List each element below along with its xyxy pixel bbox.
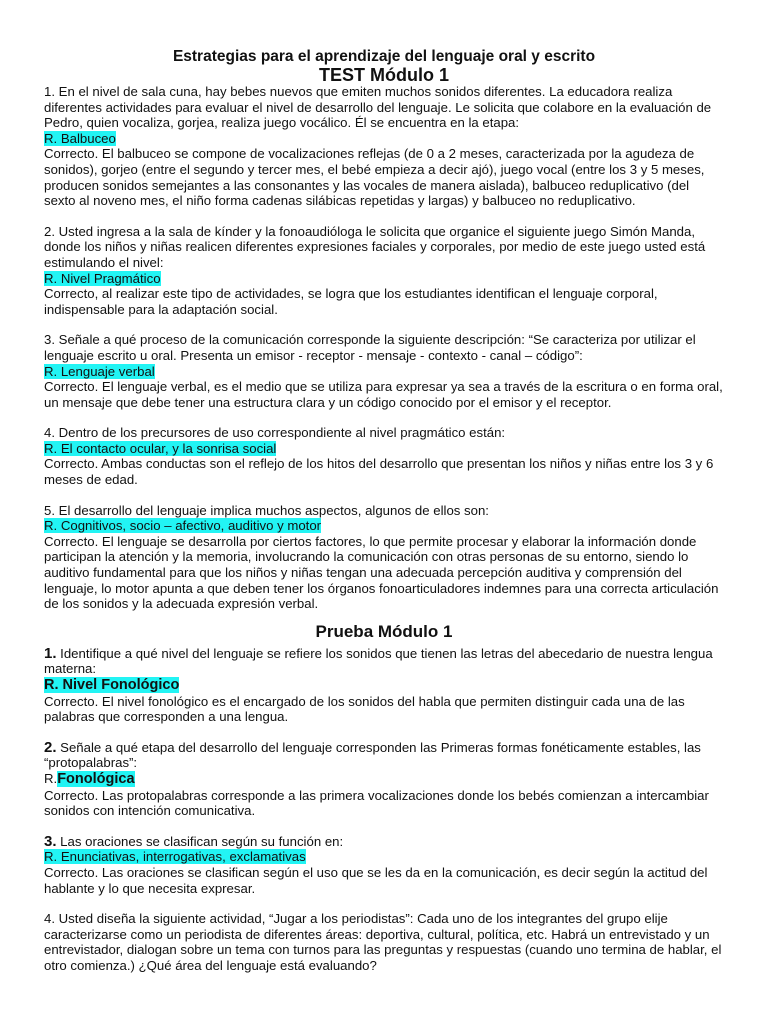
answer-highlight: Fonológica [57,770,135,787]
test-question-2 [44,224,724,318]
test-question-3 [44,332,724,410]
answer-highlight: R. El contacto ocular, y la sonrisa social [44,440,277,456]
question-text: Las oraciones se clasifican según su función en: [56,833,344,849]
question-text: 2. Usted ingresa a la sala de kínder y la fonoaudióloga le solicita que organice el siguiente juego Simón Manda, donde los niños y niñas realicen diferentes expresiones faciales y corporales, por medio de este juego usted está estimulando el nivel: [44,223,706,270]
answer-highlight: R. Lenguaje verbal [44,363,155,379]
answer-highlight: R. Cognitivos, socio – afectivo, auditivo y motor [44,518,322,534]
test-module-title: TEST Módulo 1 [319,65,449,85]
answer-prefix: R. [44,770,58,786]
test-question-5 [44,503,724,612]
question-number: 2. [44,738,57,756]
question-text: 5. El desarrollo del lenguaje implica muchos aspectos, algunos de ellos son: [44,502,489,518]
answer-explanation: Correcto. El lenguaje se desarrolla por ciertos factores, lo que permite procesar y elaborar la información donde participan la atención y la memoria, involucrando la comunicación con otras personas de su entorno, siendo lo auditivo fundamental para que los niños y niñas tengan una adecuada percepción auditiva y comprensión del lenguaje, lo motor apunta a que deben tener los órganos fonoarticuladores indemnes para una correcta articulación de los sonidos y la adecuada expresión verbal. [44,533,719,612]
prueba-question-3 [44,834,724,896]
test-question-4 [44,425,724,487]
answer-explanation: Correcto. Ambas conductas son el reflejo de los hitos del desarrollo que presentan los niños y niñas entre los 3 y 6 meses de edad. [44,456,714,488]
question-number: 1. [44,644,57,662]
question-text: Identifique a qué nivel del lenguaje se refiere los sonidos que tienen las letras del abecedario de nuestra lengua materna: [44,645,713,677]
question-text: Señale a qué etapa del desarrollo del lenguaje corresponden las Primeras formas fonéticamente estables, las “protopalabras”: [44,739,701,771]
answer-highlight: R. Nivel Pragmático [44,270,161,286]
answer-highlight: R. Nivel Fonológico [44,677,180,693]
question-number: 3. [44,832,57,850]
question-text: 4. Dentro de los precursores de uso correspondiente al nivel pragmático están: [44,425,506,441]
answer-explanation: Correcto. El balbuceo se compone de vocalizaciones reflejas (de 0 a 2 meses, caracterizada por la agudeza de sonidos), gorjeo (entre el segundo y tercer mes, el bebé empieza a decir ajó), juego vocal (entre los 3 y 5 meses, producen sonidos semejantes a las consonantes y las vocales de manera aislada), balbuceo reduplicativo (del sexto al noveno mes, el niño forma cadenas silábicas repetidas y largas) y balbuceo no reduplicativo. [44,146,705,209]
answer-explanation: Correcto. El lenguaje verbal, es el medio que se utiliza para expresar ya sea a través de la escritura o en forma oral, un mensaje que debe tener una estructura clara y un código conocido por el emisor y el receptor. [44,379,723,410]
question-text: 4. Usted diseña la siguiente actividad, “Jugar a los periodistas”: Cada uno de los integrantes del grupo elije caracterizarse como un periodista de diferentes áreas: deportiva, cultural, política, etc. Habrá un entrevistado y un entrevistador, dialogan sobre un tema con turnos para las preguntas y respuestas (cuando uno termina de hablar, el otro comienza.) ¿Qué área del lenguaje está evaluando? [44,911,722,973]
question-text: 1. En el nivel de sala cuna, hay bebes nuevos que emiten muchos sonidos diferentes. La educadora realiza diferentes actividades para evaluar el nivel de desarrollo del lenguaje. Le solicita que colabore en la evaluación de Pedro, quien vocaliza, gorjea, realiza juego vocálico. Él se encuentra en la etapa: [44,84,712,131]
answer-explanation: Correcto. El nivel fonológico es el encargado de los sonidos del habla que permiten distinguir cada una de las palabras que corresponden a una lengua. [44,693,685,725]
answer-highlight: R. Enunciativas, interrogativas, exclamativas [44,849,306,865]
answer-explanation: Correcto, al realizar este tipo de actividades, se logra que los estudiantes identifican el lenguaje corporal, indispensable para la adaptación social. [44,286,658,317]
question-text: 3. Señale a qué proceso de la comunicación corresponde la siguiente descripción: “Se caracteriza por utilizar el lenguaje escrito u oral. Presenta un emisor - receptor - mensaje - contexto - canal – código”: [44,332,696,363]
test-question-1 [44,84,724,209]
prueba-question-1 [44,646,724,725]
prueba-question-4 [44,911,724,973]
prueba-module-title: Prueba Módulo 1 [315,621,453,641]
answer-explanation: Correcto. Las protopalabras corresponde a las primera vocalizaciones donde los bebés comienzan a intercambiar sonidos con intención comunicativa. [44,787,709,819]
answer-highlight: R. Balbuceo [44,130,116,146]
prueba-question-2 [44,740,724,819]
answer-explanation: Correcto. Las oraciones se clasifican según el uso que se les da en la comunicación, es decir según la actitud del hablante y lo que necesita expresar. [44,864,708,896]
document-title: Estrategias para el aprendizaje del lenguaje oral y escrito [172,48,596,65]
